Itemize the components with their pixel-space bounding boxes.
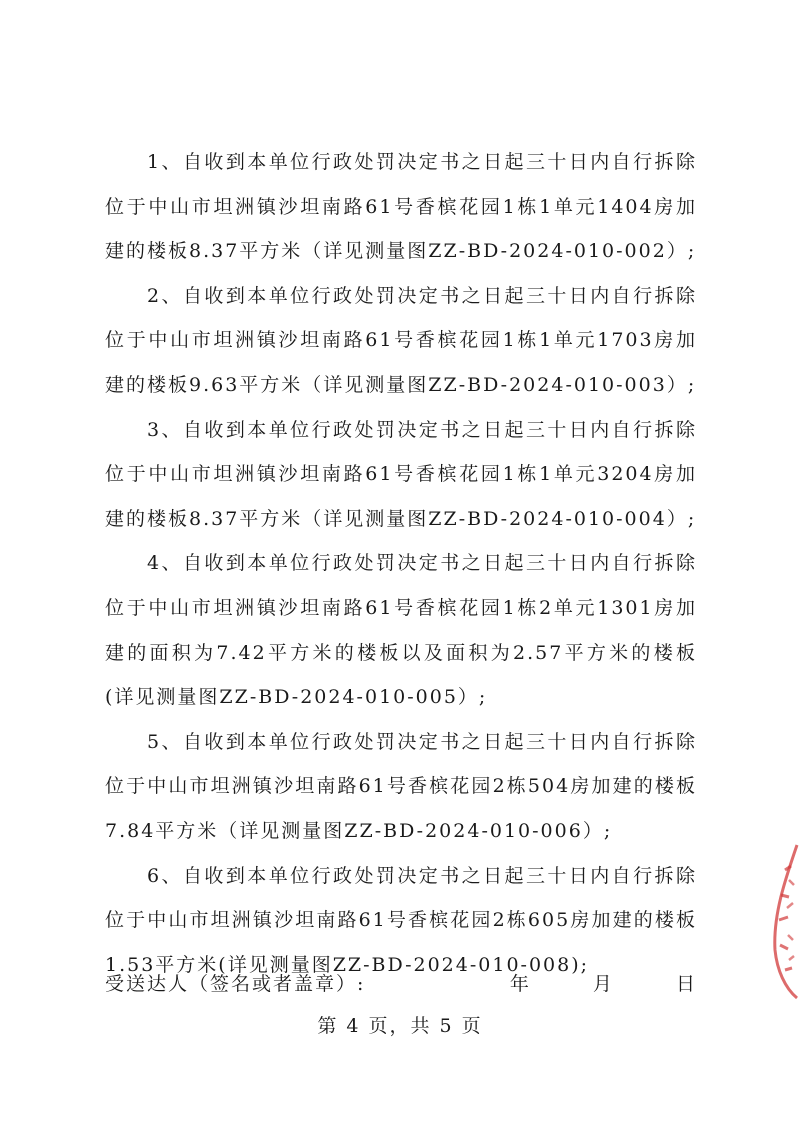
recipient-label: 受送达人（签名或者盖章）: <box>105 973 366 995</box>
decision-item-2: 2、自收到本单位行政处罚决定书之日起三十日内自行拆除位于中山市坦洲镇沙坦南路61号香槟花园1栋1单元1703房加建的楼板9.63平方米（详见测量图ZZ-BD-2024-010-003）; <box>105 284 697 396</box>
date-month-label: 月 <box>592 973 614 995</box>
red-seal-stamp-fragment <box>745 840 800 1000</box>
date-fields <box>484 962 697 1006</box>
date-day-label: 日 <box>675 973 697 995</box>
decision-item-3: 3、自收到本单位行政处罚决定书之日起三十日内自行拆除位于中山市坦洲镇沙坦南路61号香槟花园1栋1单元3204房加建的楼板8.37平方米（详见测量图ZZ-BD-2024-010-004）; <box>105 418 697 530</box>
page-number-footer: 第 4 页，共 5 页 <box>317 1015 483 1037</box>
recipient-signature-line <box>105 962 697 1006</box>
decision-item-6: 6、自收到本单位行政处罚决定书之日起三十日内自行拆除位于中山市坦洲镇沙坦南路61号香槟花园2栋605房加建的楼板1.53平方米(详见测量图ZZ-BD-2024-010-008); <box>105 864 697 976</box>
decision-item-1: 1、自收到本单位行政处罚决定书之日起三十日内自行拆除位于中山市坦洲镇沙坦南路61号香槟花园1栋1单元1404房加建的楼板8.37平方米（详见测量图ZZ-BD-2024-010-002）; <box>105 151 697 263</box>
date-year-label: 年 <box>509 973 531 995</box>
decision-item-5: 5、自收到本单位行政处罚决定书之日起三十日内自行拆除位于中山市坦洲镇沙坦南路61号香槟花园2栋504房加建的楼板7.84平方米（详见测量图ZZ-BD-2024-010-006）; <box>105 730 697 842</box>
decision-item-4: 4、自收到本单位行政处罚决定书之日起三十日内自行拆除位于中山市坦洲镇沙坦南路61号香槟花园1栋2单元1301房加建的面积为7.42平方米的楼板以及面积为2.57平方米的楼板(详见测量图ZZ-BD-2024-010-005）; <box>105 552 697 709</box>
decision-items <box>105 140 697 987</box>
